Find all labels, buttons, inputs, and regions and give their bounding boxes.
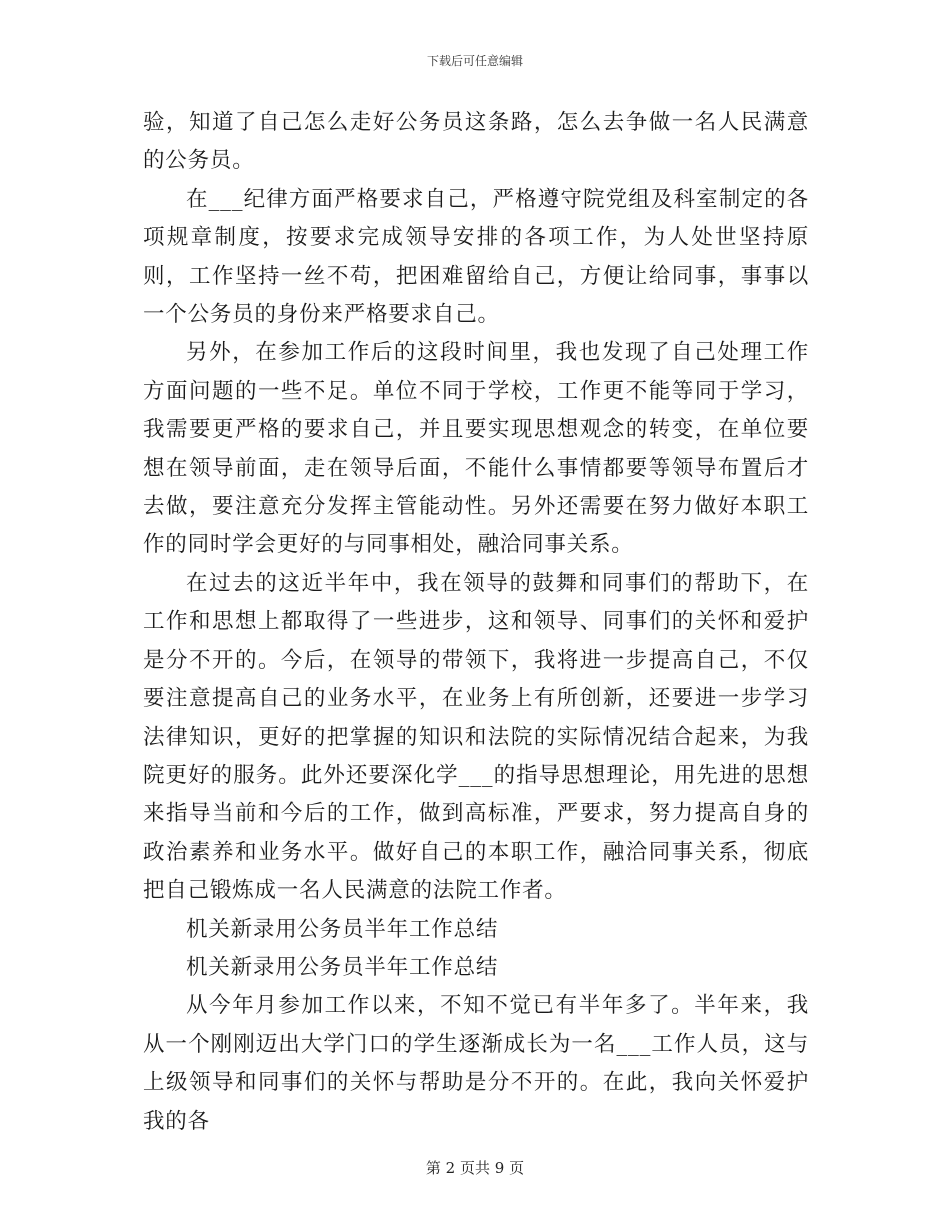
paragraph: 验，知道了自己怎么走好公务员这条路，怎么去争做一名人民满意的公务员。 <box>143 110 809 174</box>
paragraph: 在过去的这近半年中，我在领导的鼓舞和同事们的帮助下，在工作和思想上都取得了一些进步，这和领导、同事们的关怀和爱护是分不开的。今后，在领导的带领下，我将进一步提高自己，不仅要注意提高自己的业务水平，在业务上有所创新，还要进一步学习法律知识，更好的把掌握的知识和法院的实际情况结合起来，为我院更好的服务。此外还要深化学___的指导思想理论，用先进的思想来指导当前和今后的工作，做到高标准，严要求，努力提高自身的政治素养和业务水平。做好自己的本职工作，融洽同事关系，彻底把自己锻炼成一名人民满意的法院工作者。 <box>143 570 809 904</box>
section-heading: 机关新录用公务员半年工作总结 <box>186 916 499 942</box>
paragraph: 另外，在参加工作后的这段时间里，我也发现了自己处理工作方面问题的一些不足。单位不同于学校，工作更不能等同于学习，我需要更严格的要求自己，并且要实现思想观念的转变，在单位要想在领导前面，走在领导后面，不能什么事情都要等领导布置后才去做，要注意充分发挥主管能动性。另外还需要在努力做好本职工作的同时学会更好的与同事相处，融洽同事关系。 <box>143 340 809 558</box>
page-footer: 第 2 页共 9 页 <box>425 1159 525 1177</box>
paragraph: 在___纪律方面严格要求自己，严格遵守院党组及科室制定的各项规章制度，按要求完成领导安排的各项工作，为人处世坚持原则，工作坚持一丝不苟，把困难留给自己，方便让给同事，事事以一个公务员的身份来严格要求自己。 <box>143 186 809 328</box>
document-body <box>143 104 809 1141</box>
page-header: 下载后可任意编辑 <box>426 54 523 68</box>
paragraph: 从今年月参加工作以来，不知不觉已有半年多了。半年来，我从一个刚刚迈出大学门口的学生逐渐成长为一名___工作人员，这与上级领导和同事们的关怀与帮助是分不开的。在此，我向关怀爱护我的各 <box>143 993 809 1134</box>
section-title: 机关新录用公务员半年工作总结 <box>186 954 499 980</box>
